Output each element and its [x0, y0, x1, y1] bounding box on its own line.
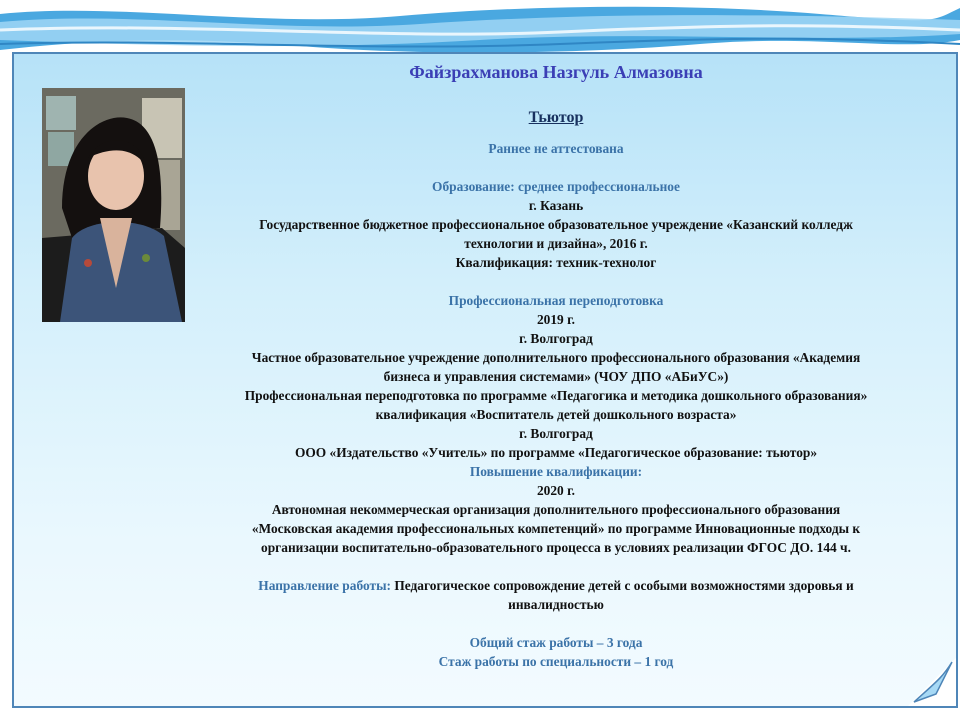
- position-title: Тьютор: [528, 109, 584, 126]
- work-direction-value-line2: инвалидностью: [508, 597, 604, 612]
- experience-specialty: Стаж работы по специальности – 1 год: [438, 654, 674, 669]
- retraining-org-line1: Частное образовательное учреждение дополнительного профессионального образования «Академия: [251, 350, 861, 365]
- education-institution-line2: технологии и дизайна», 2016 г.: [464, 236, 648, 251]
- attestation-status: Раннее не аттестована: [488, 141, 624, 156]
- education-city: г. Казань: [528, 198, 584, 213]
- retraining-city2: г. Волгоград: [519, 426, 593, 441]
- retraining-program-line1: Профессиональная переподготовка по программе «Педагогика и методика дошкольного образования»: [244, 388, 868, 403]
- retraining-heading: Профессиональная переподготовка: [448, 293, 664, 308]
- work-direction-label: Направление работы:: [258, 578, 391, 593]
- advanced-training-line2: «Московская академия профессиональных компетенций» по программе Инновационные подходы к: [251, 521, 861, 536]
- retraining-org2: ООО «Издательство «Учитель» по программе «Педагогическое образование: тьютор»: [294, 445, 818, 460]
- top-wave-banner: [0, 0, 960, 60]
- advanced-training-year: 2020 г.: [536, 483, 576, 498]
- experience-total: Общий стаж работы – 3 года: [469, 635, 643, 650]
- advanced-training-line1: Автономная некоммерческая организация дополнительного профессионального образования: [271, 502, 841, 517]
- education-qualification: Квалификация: техник-технолог: [455, 255, 657, 270]
- portrait-photo: [42, 88, 185, 322]
- profile-text: [190, 60, 922, 671]
- person-name: Файзрахманова Назгуль Алмазовна: [409, 62, 703, 82]
- education-heading: Образование: среднее профессиональное: [432, 179, 680, 194]
- advanced-training-heading-row: [190, 462, 922, 481]
- advanced-training-colon: :: [637, 464, 643, 479]
- advanced-training-line3: организации воспитательно-образовательного процесса в условиях реализации ФГОС ДО. 144 ч.: [261, 540, 851, 555]
- work-direction-value-line1: Педагогическое сопровождение детей с особыми возможностями здоровья и: [394, 578, 854, 593]
- advanced-training-heading: Повышение квалификации: [469, 464, 638, 479]
- retraining-year: 2019 г.: [536, 312, 576, 327]
- retraining-program-line2: квалификация «Воспитатель детей дошкольного возраста»: [375, 407, 737, 422]
- work-direction-row: [190, 576, 922, 595]
- retraining-org-line2: бизнеса и управления системами» (ЧОУ ДПО «АБиУС»): [383, 369, 729, 384]
- education-institution-line1: Государственное бюджетное профессиональное образовательное учреждение «Казанский колледж: [259, 217, 853, 232]
- retraining-city: г. Волгоград: [519, 331, 593, 346]
